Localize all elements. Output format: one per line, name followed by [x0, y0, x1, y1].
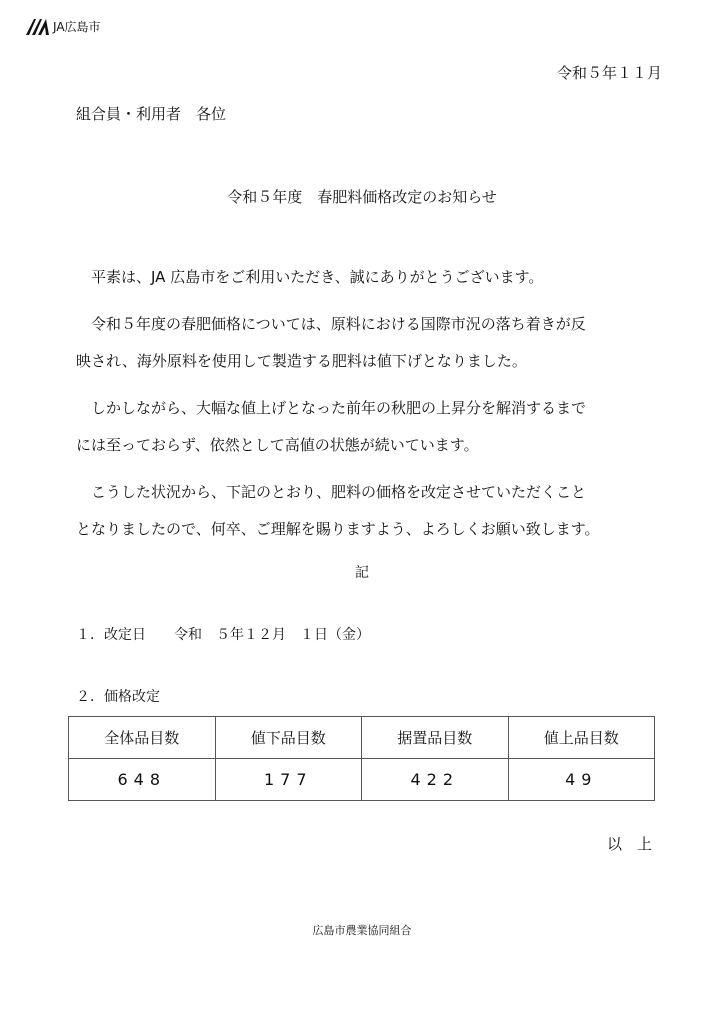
- body-line-1: 平素は、JA 広島市をご利用いただき、誠にありがとうございます。: [91, 268, 544, 286]
- price-table: [68, 716, 655, 801]
- table-header-cell: 全体品目数: [69, 717, 216, 759]
- table-cell: 49: [508, 759, 655, 801]
- notice-title: 令和５年度 春肥料価格改定のお知らせ: [227, 188, 497, 206]
- body-line-5: には至っておらず、依然として高値の状態が続いています。: [76, 436, 479, 454]
- footer-organization: 広島市農業協同組合: [312, 924, 412, 937]
- table-row: [69, 759, 655, 801]
- table-cell: 177: [215, 759, 362, 801]
- body-line-3: 映され、海外原料を使用して製造する肥料は値下げとなりました。: [76, 352, 527, 370]
- table-header-cell: 値上品目数: [508, 717, 655, 759]
- issue-date: 令和５年１１月: [556, 64, 662, 82]
- table-header-cell: 値下品目数: [215, 717, 362, 759]
- ki-heading: 記: [355, 565, 369, 581]
- logo-text: JA広島市: [53, 19, 101, 34]
- body-line-6: こうした状況から、下記のとおり、肥料の価格を改定させていただくこと: [91, 483, 587, 501]
- closing-mark: 以 上: [606, 835, 652, 853]
- ja-logo-icon: [26, 17, 50, 35]
- table-header-row: [69, 717, 655, 759]
- table-header-cell: 据置品目数: [362, 717, 509, 759]
- body-line-2: 令和５年度の春肥価格については、原料における国際市況の落ち着きが反: [91, 315, 586, 333]
- table-cell: 648: [69, 759, 216, 801]
- recipient: 組合員・利用者 各位: [76, 105, 227, 123]
- price-revision-item: ２．価格改定: [76, 689, 160, 705]
- ja-logo: [26, 16, 101, 36]
- body-line-4: しかしながら、大幅な値上げとなった前年の秋肥の上昇分を解消するまで: [91, 399, 587, 417]
- revision-date-item: １．改定日 令和 ５年１２月 １日（金）: [76, 627, 370, 643]
- table-cell: 422: [362, 759, 509, 801]
- body-line-7: となりましたので、何卒、ご理解を賜りますよう、よろしくお願い致します。: [76, 520, 600, 538]
